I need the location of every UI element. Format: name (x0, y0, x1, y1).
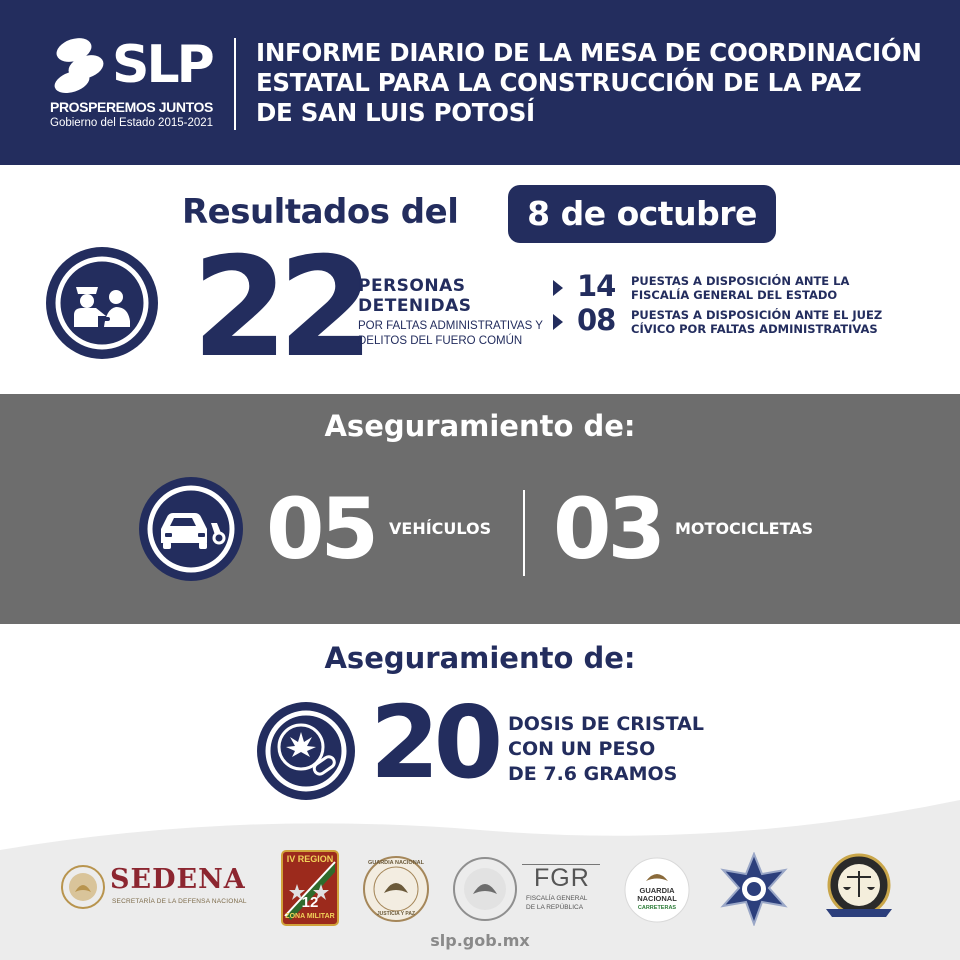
zona-militar-number: 12 (301, 894, 319, 911)
header-banner (0, 0, 960, 165)
detained-sublabel-line: DELITOS DEL FUERO COMÚN (358, 335, 523, 347)
zona-militar-logo (281, 850, 339, 926)
police-star-badge-icon (717, 852, 791, 926)
sedena-logo (60, 862, 260, 914)
zona-militar-label: ZONA MILITAR (285, 913, 335, 920)
title-line: DE SAN LUIS POTOSÍ (256, 98, 535, 127)
logo-tagline: PROSPEREMOS JUNTOS (50, 99, 213, 115)
vehicles-count: 05 (266, 480, 375, 578)
justice-scales-seal-icon (820, 853, 898, 923)
header-divider (234, 38, 236, 130)
triangle-bullet-icon (553, 280, 563, 296)
drugs-description (508, 712, 704, 787)
carreteras-title: GUARDIA NACIONAL (637, 886, 677, 903)
drugs-heading: Aseguramiento de: (324, 641, 636, 675)
triangle-bullet-icon (553, 314, 563, 330)
website-url[interactable]: slp.gob.mx (430, 931, 530, 950)
breakdown-text: PUESTAS A DISPOSICIÓN ANTE EL JUEZ CÍVICO POR FALTAS ADMINISTRATIVAS (631, 308, 883, 336)
detained-sublabel (358, 319, 543, 349)
mexico-national-seal-icon (452, 856, 518, 922)
guardia-nacional-motto: JUSTICIA Y PAZ (376, 911, 416, 917)
fgr-subtitle: FISCALÍA GENERAL DE LA REPÚBLICA (526, 895, 588, 911)
vehicles-heading: Aseguramiento de: (324, 409, 636, 443)
vehicles-label: VEHÍCULOS (389, 519, 492, 538)
breakdown-count: 08 (577, 303, 616, 337)
vehicles-divider (523, 490, 525, 576)
sedena-wordmark: SEDENA (110, 864, 246, 895)
sedena-subtitle: SECRETARÍA DE LA DEFENSA NACIONAL (112, 898, 247, 905)
date-badge: 8 de octubre (508, 185, 776, 243)
slp-logo (50, 36, 215, 136)
slp-logo-mark-icon (50, 36, 120, 94)
detained-label-line: DETENIDAS (358, 296, 472, 316)
results-heading: Resultados del (182, 192, 459, 232)
detained-label (358, 276, 472, 316)
logo-government-period: Gobierno del Estado 2015-2021 (50, 117, 214, 129)
detained-sublabel-line: POR FALTAS ADMINISTRATIVAS Y (358, 320, 543, 332)
guardia-nacional-carreteras-logo (624, 857, 690, 923)
motorcycles-label: MOTOCICLETAS (675, 519, 814, 538)
carreteras-subtitle: CARRETERAS (637, 905, 677, 911)
guardia-nacional-ring-text: GUARDIA NACIONAL (367, 860, 424, 866)
title-line: INFORME DIARIO DE LA MESA DE COORDINACIÓN (256, 38, 922, 67)
drugs-count: 20 (370, 684, 498, 801)
guardia-nacional-logo (362, 855, 430, 923)
title-line: ESTATAL PARA LA CONSTRUCCIÓN DE LA PAZ (256, 68, 862, 97)
car-motorcycle-icon (139, 477, 243, 581)
drugs-description-line: DOSIS DE CRISTAL (508, 713, 704, 735)
fgr-wordmark: FGR (534, 864, 590, 892)
drugs-description-line: DE 7.6 GRAMOS (508, 763, 678, 785)
detained-total: 22 (192, 227, 365, 388)
breakdown-juez-civico (553, 303, 953, 338)
breakdown-text: PUESTAS A DISPOSICIÓN ANTE LA FISCALÍA GENERAL DEL ESTADO (631, 274, 850, 302)
breakdown-fiscalia (553, 269, 953, 304)
detained-label-line: PERSONAS (358, 276, 466, 296)
fgr-logo (522, 864, 602, 914)
page-title (256, 38, 946, 128)
logo-wordmark: SLP (112, 35, 212, 95)
drugs-icon (257, 702, 355, 800)
zona-militar-region: IV REGION (286, 854, 334, 864)
mexico-eagle-seal-icon (60, 864, 106, 910)
breakdown-count: 14 (577, 269, 616, 303)
drugs-description-line: CON UN PESO (508, 738, 656, 760)
detention-icon (46, 247, 158, 359)
motorcycles-count: 03 (553, 480, 662, 578)
